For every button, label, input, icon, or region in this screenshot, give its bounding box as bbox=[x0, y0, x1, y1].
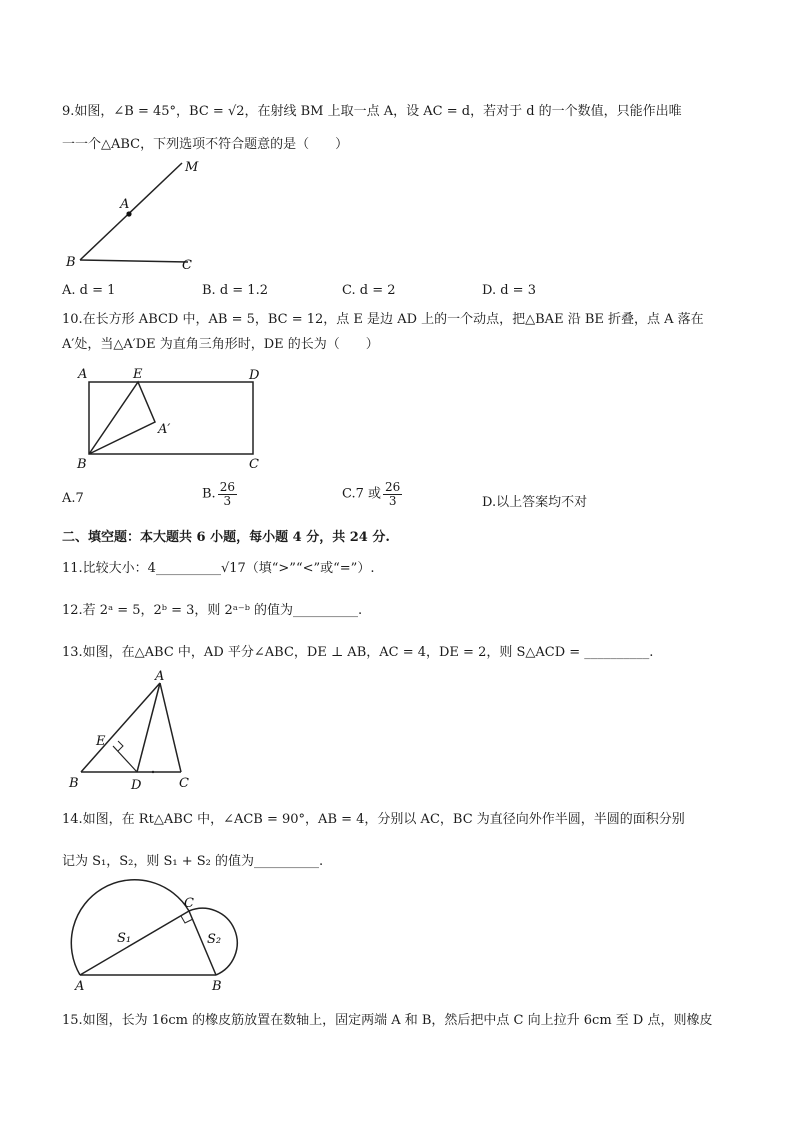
q12-text: 12.若 2ᵃ = 5，2ᵇ = 3，则 2ᵃ⁻ᵇ 的值为__________. bbox=[62, 603, 363, 618]
q10-option-b-prefix: B. bbox=[202, 486, 216, 502]
q14-segment-ac bbox=[80, 911, 189, 975]
q9-segment-bc bbox=[80, 260, 188, 262]
q10-option-b-fraction bbox=[218, 481, 237, 507]
q13-side-ac bbox=[160, 683, 181, 772]
q10-option-b bbox=[202, 481, 239, 507]
q13-label-e: E bbox=[96, 734, 106, 749]
q10-option-a: A.7 bbox=[62, 491, 84, 506]
fraction-denominator: 3 bbox=[388, 493, 397, 508]
q13-label-a: A bbox=[155, 669, 165, 684]
q14-label-c: C bbox=[184, 896, 194, 911]
q13-text: 13.如图，在△ABC 中，AD 平分∠ABC，DE ⊥ AB，AC = 4，DE = 2，则 S△ACD = __________. bbox=[62, 645, 654, 660]
section-heading-fill-in: 二、填空题：本大题共 6 小题，每小题 4 分，共 24 分. bbox=[62, 530, 390, 545]
q9-label-m: M bbox=[185, 160, 199, 175]
q10-option-c bbox=[342, 481, 404, 507]
q14-figure bbox=[65, 875, 255, 1000]
q13-segment-de bbox=[113, 746, 137, 772]
q11-text: 11.比较大小：4__________√17（填“>”“<”或“=”）. bbox=[62, 561, 375, 576]
q9-label-c: C bbox=[182, 258, 192, 273]
q10-text-line2: A′处，当△A′DE 为直角三角形时，DE 的长为（ ） bbox=[62, 337, 379, 352]
q9-text-line1: 9.如图，∠B = 45°，BC = √2，在射线 BM 上取一点 A，设 AC = d，若对于 d 的一个数值，只能作出唯 bbox=[62, 104, 682, 119]
q9-label-b: B bbox=[66, 255, 76, 270]
fraction-numerator: 26 bbox=[219, 480, 235, 494]
q9-option-d: D. d = 3 bbox=[482, 283, 536, 298]
q13-figure bbox=[65, 668, 205, 793]
q10-text-line1: 10.在长方形 ABCD 中，AB = 5，BC = 12，点 E 是边 AD 上的一个动点，把△BAE 沿 BE 折叠，点 A 落在 bbox=[62, 312, 704, 327]
q13-tick-mark bbox=[152, 771, 154, 773]
q10-option-c-prefix: C.7 或 bbox=[342, 486, 382, 502]
q10-fold-triangle bbox=[89, 382, 155, 454]
q13-right-angle-mark bbox=[118, 741, 123, 751]
q10-label-b: B bbox=[77, 457, 87, 472]
q15-text-line1: 15.如图，长为 16cm 的橡皮筋放置在数轴上，固定两端 A 和 B，然后把中点 C 向上拉升 6cm 至 D 点，则橡皮 bbox=[62, 1013, 713, 1028]
q13-label-d: D bbox=[131, 778, 142, 793]
fraction-denominator: 3 bbox=[223, 493, 232, 508]
q10-figure bbox=[75, 365, 275, 475]
q14-text-line1: 14.如图，在 Rt△ABC 中，∠ACB = 90°，AB = 4，分别以 AC，BC 为直径向外作半圆，半圆的面积分别 bbox=[62, 812, 685, 827]
fraction-numerator: 26 bbox=[385, 480, 401, 494]
q10-label-d: D bbox=[249, 368, 260, 383]
q13-label-b: B bbox=[69, 776, 79, 791]
q14-label-a: A bbox=[75, 979, 85, 994]
q10-label-a-prime: A′ bbox=[158, 422, 171, 437]
q14-semicircle-s1 bbox=[71, 880, 189, 975]
q10-label-a: A bbox=[78, 367, 88, 382]
q14-label-s2: S₂ bbox=[207, 932, 222, 947]
q10-option-c-fraction bbox=[383, 481, 402, 507]
q9-option-c: C. d = 2 bbox=[342, 283, 396, 298]
q10-label-c: C bbox=[249, 457, 259, 472]
q9-ray-bm bbox=[80, 163, 182, 260]
q9-point-a bbox=[126, 211, 131, 216]
q10-label-e: E bbox=[133, 367, 143, 382]
q14-text-line2: 记为 S₁，S₂，则 S₁ + S₂ 的值为__________. bbox=[62, 854, 324, 869]
q10-option-d: D.以上答案均不对 bbox=[482, 495, 588, 510]
q9-label-a: A bbox=[120, 197, 130, 212]
q13-label-c: C bbox=[179, 776, 189, 791]
q14-label-s1: S₁ bbox=[117, 931, 132, 946]
q9-text-line2: 一一个△ABC，下列选项不符合题意的是（ ） bbox=[62, 137, 349, 152]
q9-figure bbox=[60, 155, 220, 275]
q9-option-a: A. d = 1 bbox=[62, 283, 116, 298]
q14-label-b: B bbox=[212, 979, 222, 994]
q9-option-b: B. d = 1.2 bbox=[202, 283, 268, 298]
